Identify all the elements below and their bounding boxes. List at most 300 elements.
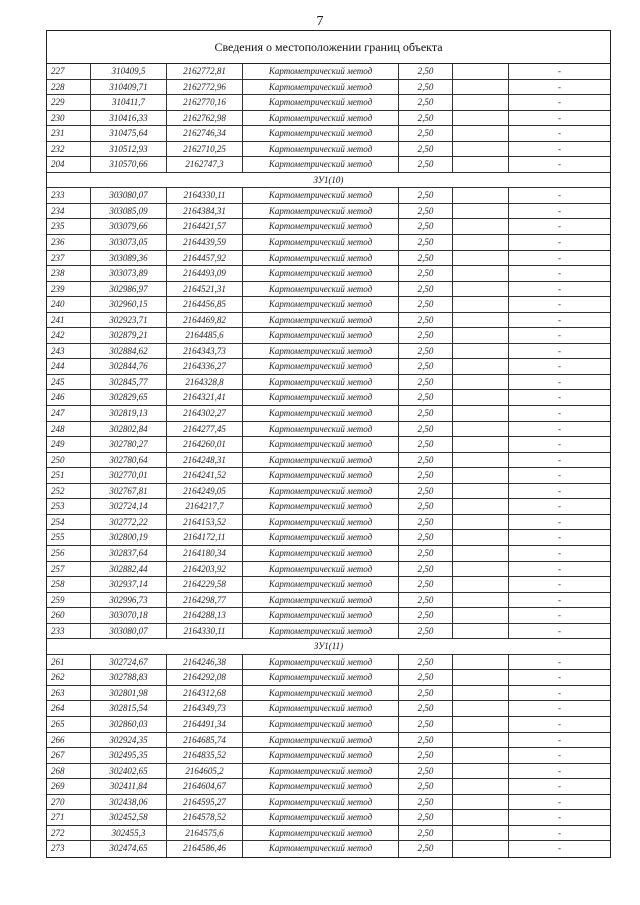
cell-point-number: 233 xyxy=(47,624,91,639)
table-row xyxy=(47,422,610,438)
cell-extra xyxy=(453,810,509,825)
cell-extra xyxy=(453,219,509,234)
cell-description: - xyxy=(558,237,561,248)
cell-coord-x: 302815,54 xyxy=(91,701,167,716)
cell-accuracy: 2,50 xyxy=(399,764,453,779)
cell-coord-y: 2164277,45 xyxy=(167,422,243,437)
cell-coord-x: 302937,14 xyxy=(91,577,167,592)
cell-description: - xyxy=(558,112,561,123)
cell-description: - xyxy=(558,687,561,698)
cell-accuracy: 2,50 xyxy=(399,297,453,312)
table-row xyxy=(47,546,610,562)
cell-description: - xyxy=(558,547,561,558)
cell-description: - xyxy=(558,532,561,543)
cell-coord-x: 302455,3 xyxy=(91,826,167,841)
cell-coord-y: 2164260,01 xyxy=(167,437,243,452)
cell-description: - xyxy=(558,376,561,387)
cell-point-number: 257 xyxy=(47,562,91,577)
cell-extra xyxy=(453,126,509,141)
cell-coord-x: 302788,83 xyxy=(91,670,167,685)
cell-point-number: 243 xyxy=(47,344,91,359)
section-label: ЗУ1(11) xyxy=(313,641,344,652)
cell-description: - xyxy=(558,501,561,512)
cell-method: Картометрический метод xyxy=(243,157,399,172)
cell-description: - xyxy=(558,827,561,838)
cell-description: - xyxy=(558,314,561,325)
cell-accuracy: 2,50 xyxy=(399,655,453,670)
cell-method: Картометрический метод xyxy=(243,95,399,110)
cell-point-number: 230 xyxy=(47,111,91,126)
cell-extra xyxy=(453,701,509,716)
table-body xyxy=(47,64,610,857)
cell-description: - xyxy=(558,361,561,372)
cell-method: Картометрический метод xyxy=(243,701,399,716)
cell-coord-y: 2164421,57 xyxy=(167,219,243,234)
boundary-table xyxy=(46,30,611,858)
cell-coord-y: 2162772,96 xyxy=(167,80,243,95)
cell-coord-x: 302780,27 xyxy=(91,437,167,452)
cell-point-number: 273 xyxy=(47,841,91,857)
table-row xyxy=(47,624,610,640)
cell-coord-x: 303089,36 xyxy=(91,251,167,266)
cell-method: Картометрический метод xyxy=(243,390,399,405)
section-row xyxy=(47,639,610,655)
cell-accuracy: 2,50 xyxy=(399,328,453,343)
cell-accuracy: 2,50 xyxy=(399,282,453,297)
cell-method: Картометрический метод xyxy=(243,499,399,514)
cell-accuracy: 2,50 xyxy=(399,608,453,623)
cell-method: Картометрический метод xyxy=(243,733,399,748)
cell-coord-x: 310416,33 xyxy=(91,111,167,126)
cell-coord-x: 302767,81 xyxy=(91,484,167,499)
cell-accuracy: 2,50 xyxy=(399,437,453,452)
cell-coord-x: 303080,07 xyxy=(91,624,167,639)
cell-coord-x: 310409,71 xyxy=(91,80,167,95)
table-row xyxy=(47,530,610,546)
cell-description: - xyxy=(558,221,561,232)
cell-accuracy: 2,50 xyxy=(399,810,453,825)
cell-accuracy: 2,50 xyxy=(399,313,453,328)
cell-description: - xyxy=(558,812,561,823)
cell-coord-y: 2164328,8 xyxy=(167,375,243,390)
cell-extra xyxy=(453,422,509,437)
table-row xyxy=(47,826,610,842)
cell-coord-y: 2164246,38 xyxy=(167,655,243,670)
cell-extra xyxy=(453,733,509,748)
cell-method: Картометрический метод xyxy=(243,80,399,95)
cell-coord-x: 302801,98 xyxy=(91,686,167,701)
cell-accuracy: 2,50 xyxy=(399,95,453,110)
cell-coord-x: 302452,58 xyxy=(91,810,167,825)
cell-coord-y: 2164575,6 xyxy=(167,826,243,841)
table-row xyxy=(47,282,610,298)
cell-coord-y: 2164298,77 xyxy=(167,593,243,608)
cell-extra xyxy=(453,406,509,421)
cell-coord-y: 2164685,74 xyxy=(167,733,243,748)
cell-coord-y: 2164302,27 xyxy=(167,406,243,421)
cell-coord-y: 2164229,58 xyxy=(167,577,243,592)
table-row xyxy=(47,779,610,795)
cell-description: - xyxy=(558,392,561,403)
cell-coord-x: 302402,65 xyxy=(91,764,167,779)
cell-point-number: 239 xyxy=(47,282,91,297)
cell-accuracy: 2,50 xyxy=(399,111,453,126)
cell-description: - xyxy=(558,454,561,465)
cell-description: - xyxy=(558,796,561,807)
cell-extra xyxy=(453,437,509,452)
cell-accuracy: 2,50 xyxy=(399,157,453,172)
table-row xyxy=(47,733,610,749)
cell-point-number: 267 xyxy=(47,748,91,763)
cell-coord-y: 2164439,59 xyxy=(167,235,243,250)
cell-point-number: 250 xyxy=(47,453,91,468)
table-row xyxy=(47,484,610,500)
table-row xyxy=(47,80,610,96)
cell-coord-y: 2162746,34 xyxy=(167,126,243,141)
cell-description: - xyxy=(558,159,561,170)
cell-accuracy: 2,50 xyxy=(399,593,453,608)
cell-method: Картометрический метод xyxy=(243,608,399,623)
cell-description: - xyxy=(558,625,561,636)
cell-extra xyxy=(453,593,509,608)
cell-description: - xyxy=(558,734,561,745)
cell-coord-y: 2162710,25 xyxy=(167,142,243,157)
cell-extra xyxy=(453,453,509,468)
cell-extra xyxy=(453,764,509,779)
cell-coord-y: 2164312,68 xyxy=(167,686,243,701)
cell-method: Картометрический метод xyxy=(243,437,399,452)
cell-extra xyxy=(453,608,509,623)
cell-accuracy: 2,50 xyxy=(399,406,453,421)
cell-coord-y: 2162747,3 xyxy=(167,157,243,172)
cell-description: - xyxy=(558,485,561,496)
table-row xyxy=(47,406,610,422)
cell-coord-y: 2164349,73 xyxy=(167,701,243,716)
cell-description: - xyxy=(558,268,561,279)
cell-accuracy: 2,50 xyxy=(399,453,453,468)
cell-method: Картометрический метод xyxy=(243,64,399,79)
cell-point-number: 240 xyxy=(47,297,91,312)
table-row xyxy=(47,795,610,811)
cell-accuracy: 2,50 xyxy=(399,717,453,732)
cell-coord-x: 302923,71 xyxy=(91,313,167,328)
cell-description: - xyxy=(558,81,561,92)
cell-coord-y: 2164491,34 xyxy=(167,717,243,732)
cell-extra xyxy=(453,499,509,514)
cell-point-number: 256 xyxy=(47,546,91,561)
cell-accuracy: 2,50 xyxy=(399,484,453,499)
cell-point-number: 231 xyxy=(47,126,91,141)
cell-extra xyxy=(453,390,509,405)
cell-coord-y: 2162772,81 xyxy=(167,64,243,79)
cell-coord-x: 302986,97 xyxy=(91,282,167,297)
cell-method: Картометрический метод xyxy=(243,795,399,810)
cell-accuracy: 2,50 xyxy=(399,359,453,374)
table-row xyxy=(47,608,610,624)
cell-method: Картометрический метод xyxy=(243,111,399,126)
cell-coord-x: 302724,14 xyxy=(91,499,167,514)
table-row xyxy=(47,64,610,80)
cell-extra xyxy=(453,655,509,670)
cell-coord-y: 2164336,27 xyxy=(167,359,243,374)
table-row xyxy=(47,717,610,733)
cell-coord-x: 302495,35 xyxy=(91,748,167,763)
cell-coord-x: 310409,5 xyxy=(91,64,167,79)
cell-accuracy: 2,50 xyxy=(399,499,453,514)
cell-method: Картометрический метод xyxy=(243,266,399,281)
cell-description: - xyxy=(558,439,561,450)
cell-coord-y: 2164493,09 xyxy=(167,266,243,281)
table-row xyxy=(47,313,610,329)
cell-description: - xyxy=(558,299,561,310)
cell-description: - xyxy=(558,330,561,341)
cell-coord-y: 2164485,6 xyxy=(167,328,243,343)
cell-accuracy: 2,50 xyxy=(399,188,453,203)
cell-coord-x: 310411,7 xyxy=(91,95,167,110)
cell-description: - xyxy=(558,143,561,154)
cell-point-number: 272 xyxy=(47,826,91,841)
cell-coord-x: 302724,67 xyxy=(91,655,167,670)
cell-coord-x: 302411,84 xyxy=(91,779,167,794)
cell-coord-y: 2164586,46 xyxy=(167,841,243,857)
cell-method: Картометрический метод xyxy=(243,748,399,763)
cell-extra xyxy=(453,577,509,592)
cell-extra xyxy=(453,484,509,499)
cell-description: - xyxy=(558,128,561,139)
cell-extra xyxy=(453,266,509,281)
cell-extra xyxy=(453,841,509,857)
table-row xyxy=(47,219,610,235)
cell-coord-y: 2162770,16 xyxy=(167,95,243,110)
cell-accuracy: 2,50 xyxy=(399,670,453,685)
table-row xyxy=(47,235,610,251)
cell-extra xyxy=(453,546,509,561)
table-row xyxy=(47,686,610,702)
section-row xyxy=(47,173,610,189)
table-row xyxy=(47,810,610,826)
cell-coord-y: 2164203,92 xyxy=(167,562,243,577)
cell-method: Картометрический метод xyxy=(243,826,399,841)
cell-description: - xyxy=(558,765,561,776)
cell-description: - xyxy=(558,750,561,761)
cell-method: Картометрический метод xyxy=(243,515,399,530)
cell-coord-x: 310475,64 xyxy=(91,126,167,141)
cell-coord-x: 310570,66 xyxy=(91,157,167,172)
cell-description: - xyxy=(558,345,561,356)
cell-accuracy: 2,50 xyxy=(399,80,453,95)
cell-coord-x: 302780,64 xyxy=(91,453,167,468)
table-row xyxy=(47,204,610,220)
cell-coord-y: 2164153,52 xyxy=(167,515,243,530)
cell-method: Картометрический метод xyxy=(243,406,399,421)
cell-coord-y: 2164469,82 xyxy=(167,313,243,328)
cell-coord-y: 2162762,98 xyxy=(167,111,243,126)
cell-method: Картометрический метод xyxy=(243,188,399,203)
table-row xyxy=(47,841,610,857)
cell-method: Картометрический метод xyxy=(243,593,399,608)
table-row xyxy=(47,655,610,671)
cell-coord-x: 303080,07 xyxy=(91,188,167,203)
cell-extra xyxy=(453,375,509,390)
cell-coord-y: 2164457,92 xyxy=(167,251,243,266)
cell-method: Картометрический метод xyxy=(243,251,399,266)
cell-extra xyxy=(453,282,509,297)
cell-method: Картометрический метод xyxy=(243,328,399,343)
cell-description: - xyxy=(558,703,561,714)
cell-method: Картометрический метод xyxy=(243,375,399,390)
cell-method: Картометрический метод xyxy=(243,235,399,250)
cell-extra xyxy=(453,686,509,701)
cell-accuracy: 2,50 xyxy=(399,422,453,437)
cell-description: - xyxy=(558,190,561,201)
cell-description: - xyxy=(558,781,561,792)
cell-accuracy: 2,50 xyxy=(399,733,453,748)
cell-coord-y: 2164835,52 xyxy=(167,748,243,763)
cell-coord-x: 302879,21 xyxy=(91,328,167,343)
cell-point-number: 242 xyxy=(47,328,91,343)
cell-coord-x: 302884,62 xyxy=(91,344,167,359)
section-label: ЗУ1(10) xyxy=(313,174,344,185)
cell-extra xyxy=(453,624,509,639)
table-title: Сведения о местоположении границ объекта xyxy=(47,31,610,64)
cell-coord-x: 302800,19 xyxy=(91,530,167,545)
cell-accuracy: 2,50 xyxy=(399,468,453,483)
table-row xyxy=(47,157,610,173)
cell-coord-y: 2164456,85 xyxy=(167,297,243,312)
table-row xyxy=(47,328,610,344)
table-row xyxy=(47,390,610,406)
cell-coord-y: 2164248,31 xyxy=(167,453,243,468)
cell-method: Картометрический метод xyxy=(243,764,399,779)
cell-accuracy: 2,50 xyxy=(399,235,453,250)
cell-point-number: 236 xyxy=(47,235,91,250)
cell-coord-x: 302438,06 xyxy=(91,795,167,810)
table-row xyxy=(47,577,610,593)
cell-description: - xyxy=(558,252,561,263)
cell-coord-y: 2164217,7 xyxy=(167,499,243,514)
cell-accuracy: 2,50 xyxy=(399,126,453,141)
cell-coord-x: 303073,05 xyxy=(91,235,167,250)
cell-coord-x: 303079,66 xyxy=(91,219,167,234)
cell-method: Картометрический метод xyxy=(243,359,399,374)
cell-coord-y: 2164578,52 xyxy=(167,810,243,825)
cell-accuracy: 2,50 xyxy=(399,515,453,530)
cell-point-number: 261 xyxy=(47,655,91,670)
table-row xyxy=(47,344,610,360)
cell-point-number: 270 xyxy=(47,795,91,810)
cell-description: - xyxy=(558,594,561,605)
cell-coord-y: 2164330,11 xyxy=(167,624,243,639)
cell-point-number: 260 xyxy=(47,608,91,623)
cell-point-number: 247 xyxy=(47,406,91,421)
table-row xyxy=(47,251,610,267)
cell-point-number: 253 xyxy=(47,499,91,514)
cell-point-number: 264 xyxy=(47,701,91,716)
cell-accuracy: 2,50 xyxy=(399,142,453,157)
table-row xyxy=(47,111,610,127)
cell-coord-y: 2164595,27 xyxy=(167,795,243,810)
table-row xyxy=(47,701,610,717)
cell-method: Картометрический метод xyxy=(243,204,399,219)
cell-method: Картометрический метод xyxy=(243,142,399,157)
cell-method: Картометрический метод xyxy=(243,468,399,483)
cell-accuracy: 2,50 xyxy=(399,530,453,545)
cell-coord-x: 303070,18 xyxy=(91,608,167,623)
cell-point-number: 245 xyxy=(47,375,91,390)
cell-extra xyxy=(453,188,509,203)
table-row xyxy=(47,142,610,158)
cell-description: - xyxy=(558,97,561,108)
table-row xyxy=(47,95,610,111)
cell-extra xyxy=(453,795,509,810)
cell-extra xyxy=(453,344,509,359)
cell-coord-y: 2164172,11 xyxy=(167,530,243,545)
cell-coord-x: 302802,84 xyxy=(91,422,167,437)
cell-description: - xyxy=(558,843,561,854)
cell-point-number: 227 xyxy=(47,64,91,79)
cell-point-number: 255 xyxy=(47,530,91,545)
cell-method: Картометрический метод xyxy=(243,530,399,545)
cell-coord-y: 2164605,2 xyxy=(167,764,243,779)
cell-point-number: 204 xyxy=(47,157,91,172)
cell-accuracy: 2,50 xyxy=(399,344,453,359)
cell-coord-y: 2164241,52 xyxy=(167,468,243,483)
cell-coord-y: 2164604,67 xyxy=(167,779,243,794)
cell-point-number: 262 xyxy=(47,670,91,685)
table-row xyxy=(47,670,610,686)
table-row xyxy=(47,188,610,204)
table-row xyxy=(47,515,610,531)
table-row xyxy=(47,359,610,375)
cell-accuracy: 2,50 xyxy=(399,577,453,592)
cell-point-number: 241 xyxy=(47,313,91,328)
cell-point-number: 229 xyxy=(47,95,91,110)
cell-extra xyxy=(453,717,509,732)
cell-coord-y: 2164330,11 xyxy=(167,188,243,203)
cell-description: - xyxy=(558,66,561,76)
cell-coord-x: 310512,93 xyxy=(91,142,167,157)
cell-description: - xyxy=(558,205,561,216)
cell-point-number: 269 xyxy=(47,779,91,794)
cell-description: - xyxy=(558,423,561,434)
cell-extra xyxy=(453,251,509,266)
cell-accuracy: 2,50 xyxy=(399,795,453,810)
cell-method: Картометрический метод xyxy=(243,577,399,592)
cell-coord-y: 2164384,31 xyxy=(167,204,243,219)
cell-extra xyxy=(453,235,509,250)
cell-description: - xyxy=(558,408,561,419)
cell-method: Картометрический метод xyxy=(243,344,399,359)
cell-coord-y: 2164180,34 xyxy=(167,546,243,561)
cell-point-number: 237 xyxy=(47,251,91,266)
cell-coord-x: 302882,44 xyxy=(91,562,167,577)
cell-point-number: 251 xyxy=(47,468,91,483)
cell-method: Картометрический метод xyxy=(243,624,399,639)
cell-extra xyxy=(453,779,509,794)
cell-coord-y: 2164249,05 xyxy=(167,484,243,499)
cell-point-number: 268 xyxy=(47,764,91,779)
cell-description: - xyxy=(558,516,561,527)
cell-description: - xyxy=(558,283,561,294)
cell-description: - xyxy=(558,579,561,590)
page-number: 7 xyxy=(316,14,324,29)
cell-method: Картометрический метод xyxy=(243,810,399,825)
cell-coord-y: 2164288,13 xyxy=(167,608,243,623)
cell-point-number: 249 xyxy=(47,437,91,452)
cell-extra xyxy=(453,328,509,343)
cell-accuracy: 2,50 xyxy=(399,546,453,561)
cell-method: Картометрический метод xyxy=(243,717,399,732)
